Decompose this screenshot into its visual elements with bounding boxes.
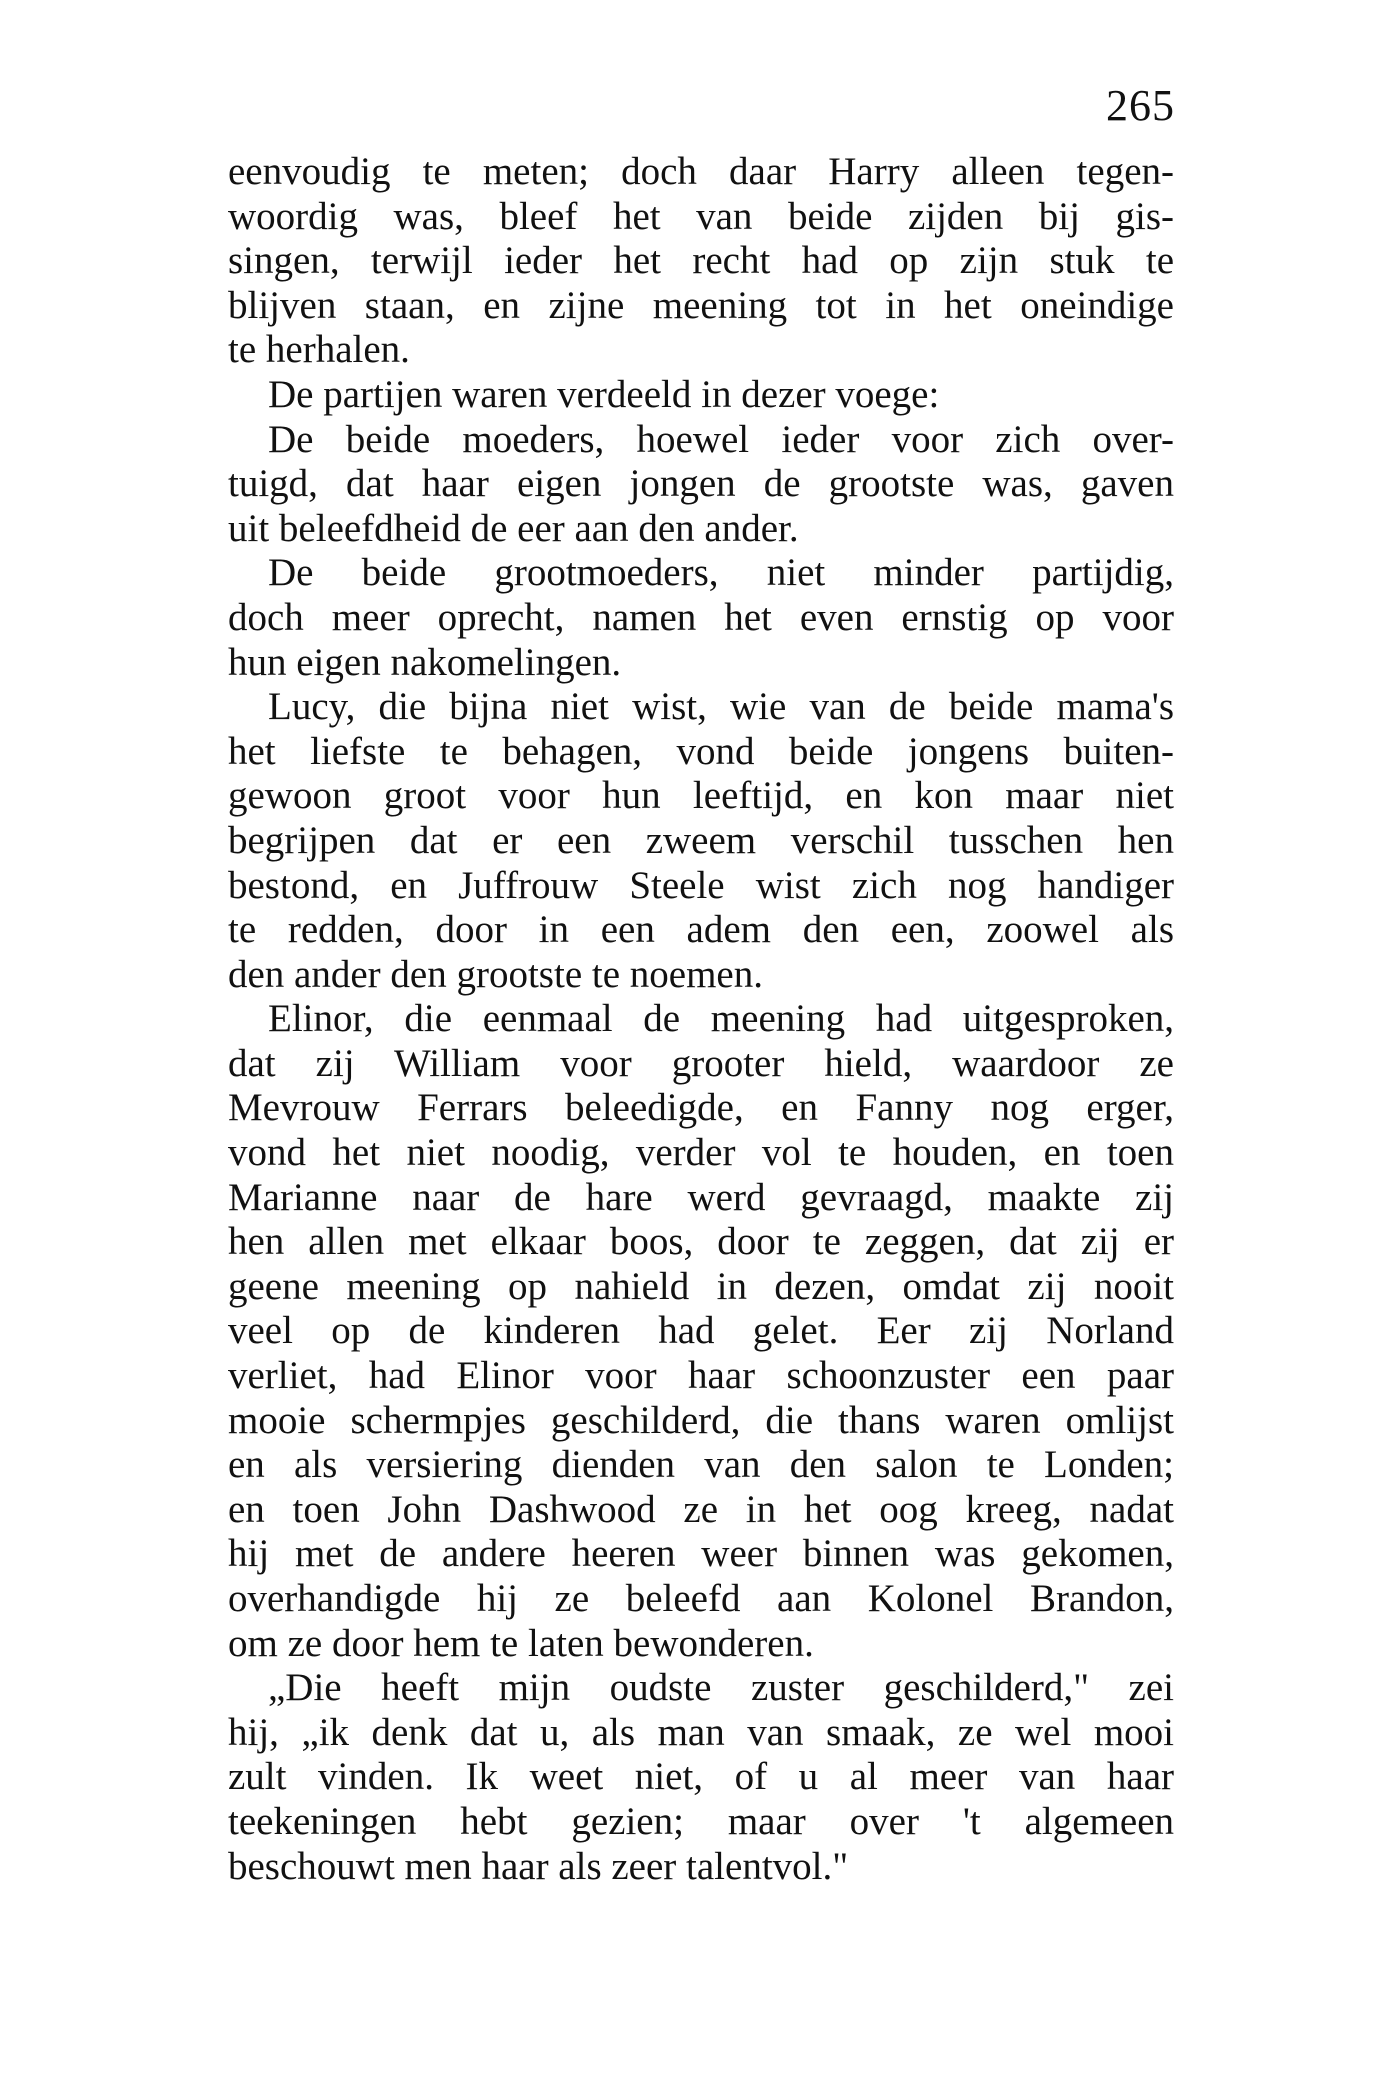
text-line: om ze door hem te laten bewonderen. — [228, 1621, 814, 1665]
text-line: dat zij William voor grooter hield, waardoor ze — [228, 1041, 1174, 1085]
page-number: 265 — [1106, 81, 1175, 130]
text-line: beschouwt men haar als zeer talentvol." — [228, 1844, 849, 1888]
text-line: De beide moeders, hoewel ieder voor zich over- — [268, 417, 1174, 461]
text-line: Marianne naar de hare werd gevraagd, maakte zij — [228, 1175, 1174, 1219]
text-line: woordig was, bleef het van beide zijden bij gis- — [228, 194, 1174, 238]
text-line: blijven staan, en zijne meening tot in het oneindige — [228, 283, 1174, 327]
text-line: Mevrouw Ferrars beleedigde, en Fanny nog erger, — [228, 1086, 1174, 1130]
text-line: uit beleefdheid de eer aan den ander. — [228, 506, 799, 550]
text-line: eenvoudig te meten; doch daar Harry alleen tegen- — [228, 150, 1174, 193]
text-line: veel op de kinderen had gelet. Eer zij Norland — [228, 1309, 1174, 1353]
text-line: den ander den grootste te noemen. — [228, 952, 763, 996]
text-line: singen, terwijl ieder het recht had op zijn stuk te — [228, 239, 1174, 283]
text-line: hen allen met elkaar boos, door te zeggen, dat zij er — [228, 1220, 1174, 1264]
body-text — [228, 150, 1174, 1889]
text-line: „Die heeft mijn oudste zuster geschilderd," zei — [268, 1666, 1174, 1710]
text-line: hij met de andere heeren weer binnen was gekomen, — [228, 1532, 1174, 1576]
text-line: doch meer oprecht, namen het even ernstig op voor — [228, 595, 1174, 639]
text-line: tuigd, dat haar eigen jongen de grootste was, gaven — [228, 462, 1174, 506]
text-line: zult vinden. Ik weet niet, of u al meer van haar — [228, 1755, 1174, 1799]
text-line: verliet, had Elinor voor haar schoonzuster een paar — [228, 1354, 1174, 1398]
text-line: Lucy, die bijna niet wist, wie van de beide mama's — [268, 685, 1174, 729]
text-line: vond het niet noodig, verder vol te houden, en toen — [228, 1131, 1174, 1175]
text-line: gewoon groot voor hun leeftijd, en kon maar niet — [228, 774, 1174, 818]
text-line: geene meening op nahield in dezen, omdat zij nooit — [228, 1264, 1174, 1308]
text-line: bestond, en Juffrouw Steele wist zich nog handiger — [228, 863, 1174, 907]
text-line: te herhalen. — [228, 328, 410, 372]
text-line: teekeningen hebt gezien; maar over 't algemeen — [228, 1799, 1174, 1843]
text-line: mooie schermpjes geschilderd, die thans waren omlijst — [228, 1398, 1174, 1442]
text-line: het liefste te behagen, vond beide jongens buiten- — [228, 729, 1174, 773]
text-line: begrijpen dat er een zweem verschil tusschen hen — [228, 818, 1174, 862]
text-line: en toen John Dashwood ze in het oog kreeg, nadat — [228, 1487, 1174, 1531]
text-line: Elinor, die eenmaal de meening had uitgesproken, — [268, 997, 1174, 1041]
text-line: hij, „ik denk dat u, als man van smaak, ze wel mooi — [228, 1710, 1174, 1754]
text-line: en als versiering dienden van den salon te Londen; — [228, 1443, 1174, 1487]
text-line: overhandigde hij ze beleefd aan Kolonel Brandon, — [228, 1577, 1174, 1620]
text-line: hun eigen nakomelingen. — [228, 640, 622, 684]
text-line: De beide grootmoeders, niet minder partijdig, — [268, 551, 1174, 595]
text-line: te redden, door in een adem den een, zoowel als — [228, 908, 1174, 952]
text-line: De partijen waren verdeeld in dezer voege: — [268, 372, 940, 416]
